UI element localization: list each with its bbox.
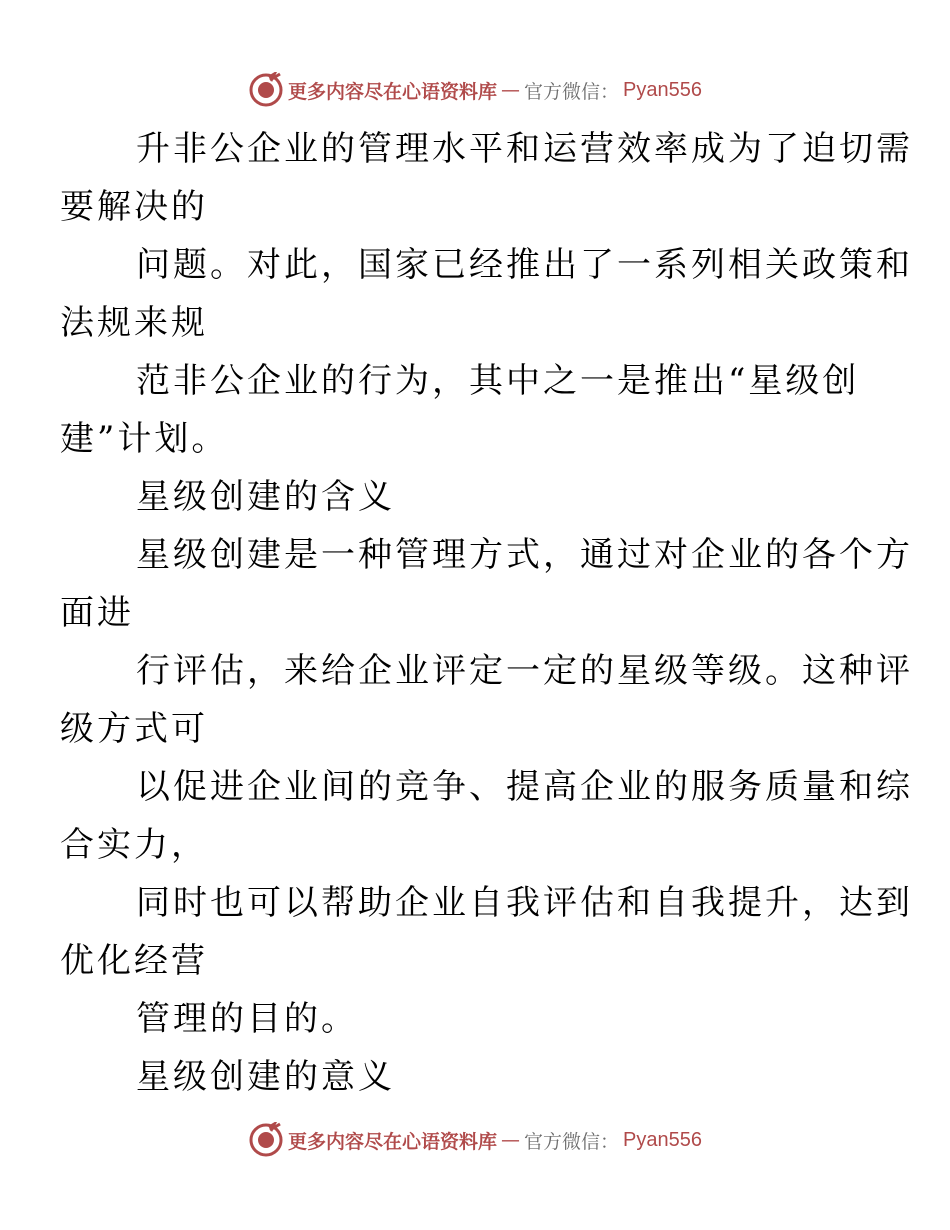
logo-icon (248, 1122, 284, 1158)
line-text: 面进 (60, 593, 134, 633)
watermark-dash: — (501, 1129, 521, 1151)
watermark-main-text: 更多内容尽在心语资料库 (288, 80, 498, 103)
line-text: 级方式可 (60, 709, 208, 749)
paragraph (60, 120, 913, 236)
paragraph (60, 352, 860, 468)
paragraph (60, 236, 913, 352)
watermark-main-text: 更多内容尽在心语资料库 (288, 1130, 498, 1153)
footer-watermark (0, 1120, 950, 1160)
line-text: 以促进企业间的竞争、提高企业的服务质量和综 (136, 767, 913, 807)
paragraph (60, 874, 913, 990)
line-text: 建”计划。 (60, 419, 229, 459)
line-text: 问题。对此，国家已经推出了一系列相关政策和 (136, 245, 913, 285)
line-text: 要解决的 (60, 187, 208, 227)
paragraph (98, 990, 858, 1048)
paragraph (60, 526, 913, 642)
line-text: 合实力， (60, 825, 208, 865)
line-text: 管理的目的。 (136, 999, 358, 1039)
line-text: 范非公企业的行为，其中之一是推出“星级创 (136, 361, 860, 401)
header-watermark (0, 70, 950, 110)
line-text: 星级创建的意义 (136, 1057, 395, 1097)
document-body (60, 120, 913, 1106)
line-text: 同时也可以帮助企业自我评估和自我提升，达到 (136, 883, 913, 923)
watermark-sub-text: 官方微信： (524, 80, 620, 103)
line-text: 优化经营 (60, 941, 208, 981)
watermark-dash: — (501, 79, 521, 101)
logo-icon (248, 72, 284, 108)
paragraph (60, 642, 913, 758)
line-text: 星级创建是一种管理方式，通过对企业的各个方 (136, 535, 913, 575)
line-text: 法规来规 (60, 303, 208, 343)
watermark-wechat-id: Pyan556 (623, 78, 702, 101)
section-heading (98, 1048, 858, 1106)
line-text: 行评估，来给企业评定一定的星级等级。这种评 (136, 651, 913, 691)
line-text: 升非公企业的管理水平和运营效率成为了迫切需 (136, 129, 913, 169)
line-text: 星级创建的含义 (136, 477, 395, 517)
section-heading (98, 468, 858, 526)
watermark-sub-text: 官方微信： (524, 1130, 620, 1153)
watermark-wechat-id: Pyan556 (623, 1128, 702, 1151)
paragraph (60, 758, 913, 874)
